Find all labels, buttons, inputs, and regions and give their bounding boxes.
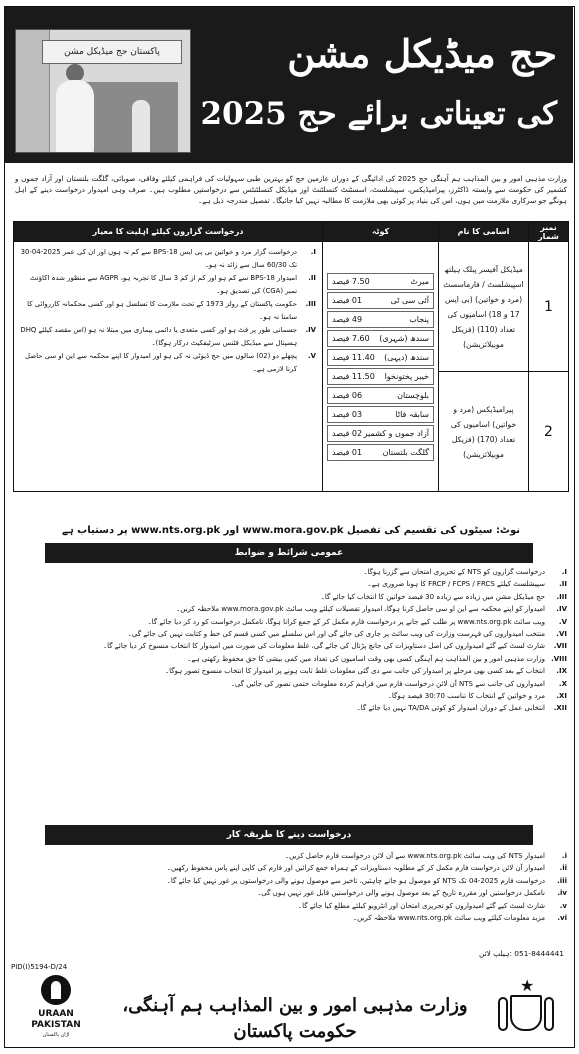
- quota-region: گلگت بلتستان: [382, 447, 429, 457]
- criteria-text: امیدوار BPS-18 سے کم ہو اور کم از کم 3 سال کا تجربہ ہو، AGPR سے منظور شدہ اکاؤنٹ نمبر (CGA) کی تصدیق ہو۔: [30, 274, 297, 295]
- header-quota: کوٹہ: [323, 222, 439, 242]
- criteria-cell: [14, 242, 323, 492]
- list-item: [15, 654, 567, 665]
- page-subtitle: کی تعیناتی برائے حج 2025: [200, 96, 557, 132]
- list-item: [15, 876, 567, 887]
- quota-row: [327, 425, 434, 442]
- quota-region: آئی سی ٹی: [390, 295, 429, 305]
- list-item: [15, 888, 567, 899]
- item-number: I.: [561, 568, 567, 576]
- logo-line1: URAAN: [38, 1009, 74, 1019]
- header-criteria: درخواست گزاروں کیلئے اہلیت کا معیار: [14, 222, 323, 242]
- quota-value: 01 فیصد: [332, 447, 363, 457]
- item-text: درخواست فارم 2025-04 تک NTS کو موصول ہو جانے چاہئیں، تاخیر سے موصول ہونے والی درخواستوں پر غور نہیں کیا جائے گا۔: [166, 876, 545, 885]
- photo-sign: پاکستان حج میڈیکل مشن: [42, 40, 182, 64]
- quota-row: [327, 330, 434, 347]
- quota-value: 06 فیصد: [332, 390, 363, 400]
- advertisement-page: [4, 6, 575, 1048]
- quota-value: 7.60 فیصد: [332, 333, 370, 343]
- item-text: حج میڈیکل مشن میں زیادہ سے زیادہ 30 فیصد خواتین کا انتخاب کیا جائے گا۔: [320, 592, 545, 601]
- list-item: [15, 691, 567, 702]
- item-text: ویب سائٹ www.nts.org.pk پر طلب کیے جانے پر درخواست فارم مکمل کر کے جمع کرانا ہوگا، نامکمل درخواست کو رد کر دیا جائے گا۔: [147, 617, 545, 626]
- item-text: نامکمل درخواستیں اور مقررہ تاریخ کے بعد موصول ہونے والی درخواستیں قابل غور نہیں ہوں گی۔: [257, 889, 545, 898]
- item-text: منتخب امیدواروں کی فہرست وزارت کی ویب سائٹ پر جاری کی جائے گی اور اس سلسلے میں کسی قسم کی خط و کتابت نہیں کی جائے گی۔: [127, 630, 545, 639]
- photo-person-background: [132, 100, 150, 153]
- header-banner: [5, 7, 573, 163]
- quota-row: [327, 387, 434, 404]
- criteria-text: درخواست گزار مرد و خواتین بی پی ایس BPS-18 سے کم نہ ہوں اور ان کی عمر 2025-04-30 تک 60/30 سال سے زائد نہ ہو۔: [20, 248, 297, 269]
- item-number: X.: [558, 679, 567, 688]
- item-text: انتخابی عمل کے دوران امیدوار کو کوئی TA/DA نہیں دیا جائے گا۔: [356, 704, 545, 713]
- item-number: IX.: [556, 667, 567, 676]
- government-crest-icon: [496, 977, 556, 1041]
- quota-row: [327, 444, 434, 461]
- criteria-number: I.: [310, 248, 316, 256]
- item-text: وزارت مذہبی امور و بین المذاہب ہم آہنگی کسی بھی وقت اسامیوں کی تعداد میں کمی بیشی کا حق محفوظ رکھتی ہے۔: [187, 654, 545, 663]
- item-text: مزید معلومات کیلئے ویب سائٹ www.nts.org.pk ملاحظہ کریں۔: [352, 914, 545, 923]
- crest-star-icon: ★: [520, 976, 535, 995]
- crest-wreath-right: [544, 997, 554, 1031]
- apply-steps-list: [15, 851, 567, 925]
- quota-row: [327, 292, 434, 309]
- quota-value: 01 فیصد: [332, 295, 363, 305]
- list-item: [15, 579, 567, 590]
- criteria-number: III.: [305, 300, 316, 308]
- row-post-name: پیرامیڈیکس (مرد و خواتین) اسامیوں کی تعداد (170) (فزیکل موبیلائزیشن): [439, 372, 529, 492]
- uraan-emblem-icon: [41, 975, 71, 1005]
- quota-value: 7.50 فیصد: [332, 276, 370, 286]
- item-number: II.: [559, 580, 567, 589]
- logo-urdu: اڑان پاکستان: [42, 1032, 70, 1038]
- item-text: امیدوار کو اپنے محکمہ سے این او سی حاصل کرنا ہوگا، امیدوار تفصیلات کیلئے ویب سائٹ www.mora.gov.pk ملاحظہ کریں۔: [176, 605, 545, 614]
- criteria-item: [20, 272, 316, 297]
- quota-value: 49 فیصد: [332, 314, 363, 324]
- row-post-name: میڈیکل آفیسر پبلک ہیلتھ اسپیشلسٹ / فارماسسٹ (مرد و خواتین) (بی ایس 17 و 18) اسامیوں کی تعداد (110) (فزیکل موبیلائزیشن): [439, 242, 529, 372]
- page-title: حج میڈیکل مشن: [287, 31, 557, 76]
- logo-line2: PAKISTAN: [31, 1020, 81, 1030]
- list-item: [15, 703, 567, 714]
- crest-wreath-left: [498, 997, 508, 1031]
- list-item: [15, 666, 567, 677]
- quota-region: آزاد جموں و کشمیر: [363, 428, 429, 438]
- intro-paragraph: وزارت مذہبی امور و بین المذاہب ہم آہنگی حج 2025 کی ادائیگی کے دوران عازمین حج کو بہترین طبی سہولیات کی فراہمی کیلئے وفاقی، صوبائی، گلگت بلتستان اور آزاد جموں و کشمیر کی حکومت سے وابستہ ڈاکٹرز، پیرامیڈیکس، سپیشلسٹ، اسسٹنٹ کنسلٹنٹ اور میڈیکل کنسلٹنٹس سے درخواستیں مطلوب ہیں۔ صرف وہی امیدوار درخواست دینے کے اہل ہونگے جو سرکاری ملازمت میں ہوں، اس کی بنیاد پر کوئی بھی ملازمت کا مطالبہ نہیں کیا جائیگا۔ تفصیل مندرجہ ذیل ہے۔: [15, 174, 568, 205]
- item-number: VIII.: [551, 654, 567, 663]
- item-text: انتخاب کے بعد کسی بھی مرحلے پر امیدوار کی جانب سے دی گئی معلومات غلط ثابت ہونے پر امیدوار کا انتخاب منسوخ تصور ہوگا۔: [165, 667, 545, 676]
- criteria-number: IV.: [305, 326, 316, 334]
- item-number: iv.: [557, 889, 567, 898]
- item-text: شارٹ لسٹ کیے گئے امیدواروں کی اصل دستاویزات کی جانچ پڑتال کی جائے گی، غلط معلومات کی صورت میں امیدوار کا انتخاب منسوخ کر دیا جائے گا۔: [102, 642, 545, 651]
- item-text: درخواست گزاروں کو NTS کے تحریری امتحان سے گزرنا ہوگا۔: [363, 568, 545, 576]
- row-sno: 2: [529, 372, 569, 492]
- item-number: IV.: [556, 605, 567, 614]
- quota-row: [327, 406, 434, 423]
- list-item: [15, 863, 567, 874]
- note-websites: نوٹ: سیٹوں کی تقسیم کی تفصیل www.mora.gov.pk اور www.nts.org.pk پر دستیاب ہے: [61, 525, 521, 536]
- item-number: VI.: [556, 630, 567, 639]
- quota-value: 02 فیصد: [332, 428, 363, 438]
- criteria-number: V.: [308, 352, 316, 360]
- item-number: XI.: [556, 692, 567, 701]
- item-number: III.: [556, 592, 567, 601]
- item-text: سپیشلسٹ کیلئے FRCP / FCPS / FRCS کا ہونا ضروری ہے۔: [367, 580, 545, 589]
- general-terms-list: [15, 567, 567, 716]
- list-item: [15, 617, 567, 628]
- quota-region: خیبر پختونخوا: [384, 371, 429, 381]
- item-text: شارٹ لسٹ کیے گئے امیدواروں کو تحریری امتحان اور انٹرویو کیلئے مطلع کیا جائے گا۔: [297, 901, 545, 910]
- quota-row: [327, 368, 434, 385]
- item-number: VII.: [553, 642, 567, 651]
- header-post: اسامی کا نام: [439, 222, 529, 242]
- photo-person: [56, 80, 94, 153]
- list-item: [15, 567, 567, 578]
- helpline-number: 051-8444441 :ہیلپ لائن: [478, 949, 564, 958]
- list-item: [15, 629, 567, 640]
- quota-cell: [323, 242, 439, 492]
- quota-region: پنجاب: [409, 314, 429, 324]
- quota-region: بلوچستان: [397, 390, 429, 400]
- quota-value: 11.50 فیصد: [332, 371, 375, 381]
- apply-heading: درخواست دینے کا طریقہ کار: [45, 825, 533, 845]
- hajj-mission-photo: [15, 29, 191, 153]
- crest-shield: [510, 995, 542, 1031]
- quota-region: سندھ (دیہی): [384, 352, 429, 362]
- list-item: [15, 901, 567, 912]
- item-number: v.: [559, 901, 567, 910]
- list-item: [15, 604, 567, 615]
- item-text: امیدوار NTS کی ویب سائٹ www.nts.org.pk سے آن لائن درخواست فارم حاصل کریں۔: [285, 852, 545, 860]
- posts-table: [13, 221, 569, 492]
- quota-value: 11.40 فیصد: [332, 352, 375, 362]
- item-number: vi.: [557, 914, 567, 923]
- table-row: [14, 242, 569, 372]
- criteria-number: II.: [308, 274, 316, 282]
- item-number: ii.: [559, 864, 567, 873]
- item-number: iii.: [557, 876, 567, 885]
- item-text: امیدوار آن لائن درخواست فارم مکمل کر کے مطلوبہ دستاویزات کے ہمراہ جمع کرائیں اور فارم کی کاپی اپنے پاس محفوظ رکھیں۔: [166, 864, 545, 873]
- criteria-item: [20, 350, 316, 375]
- quota-region: سندھ (شہری): [379, 333, 429, 343]
- quota-row: [327, 311, 434, 328]
- criteria-text: حکومت پاکستان کے رولز 1973 کے تحت ملازمت کا تسلسل ہو اور کسی محکمانہ کارروائی کا سامنا نہ ہو۔: [27, 300, 297, 321]
- item-number: V.: [558, 617, 567, 626]
- item-text: امیدواروں کی جانب سے NTS آن لائن درخواست فارم میں فراہم کردہ معلومات حتمی تصور کی جائیں گی۔: [230, 679, 545, 688]
- criteria-item: [20, 324, 316, 349]
- list-item: [15, 641, 567, 652]
- item-number: i.: [561, 852, 567, 860]
- quota-region: میرٹ: [410, 276, 429, 286]
- ministry-name: وزارت مذہبی امور و بین المذاہب ہم آہنگی، حکومت پاکستان: [122, 995, 468, 1042]
- header-sno: نمبر شمار: [529, 222, 569, 242]
- list-item: [15, 679, 567, 690]
- list-item: [15, 592, 567, 603]
- general-terms-heading: عمومی شرائط و ضوابط: [45, 543, 533, 563]
- criteria-item: [20, 246, 316, 271]
- pid-code: PID(I)5194-D/24: [11, 963, 68, 971]
- list-item: [15, 851, 567, 862]
- criteria-text: پچھلے دو (02) سالوں میں حج ڈیوٹی نہ کی ہو اور امیدوار کا اپنے محکمہ سے این او سی حاصل کرنا لازمی ہے۔: [25, 352, 297, 373]
- criteria-item: [20, 298, 316, 323]
- item-text: مرد و خواتین کے انتخاب کا تناسب 30:70 فیصد ہوگا۔: [387, 692, 545, 701]
- posts-table-header: [14, 222, 569, 242]
- quota-region: سابقہ فاٹا: [395, 409, 429, 419]
- quota-row: [327, 349, 434, 366]
- quota-row: [327, 273, 434, 290]
- quota-value: 03 فیصد: [332, 409, 363, 419]
- row-sno: 1: [529, 242, 569, 372]
- uraan-pakistan-logo: [23, 975, 89, 1041]
- criteria-text: جسمانی طور پر فٹ ہو اور کسی متعدی یا دائمی بیماری میں مبتلا نہ ہو (اس مقصد کیلئے DHQ ہسپتال سے میڈیکل فٹنس سرٹیفکیٹ درکار ہوگا)۔: [20, 326, 297, 347]
- list-item: [15, 913, 567, 924]
- item-number: XII.: [553, 704, 567, 713]
